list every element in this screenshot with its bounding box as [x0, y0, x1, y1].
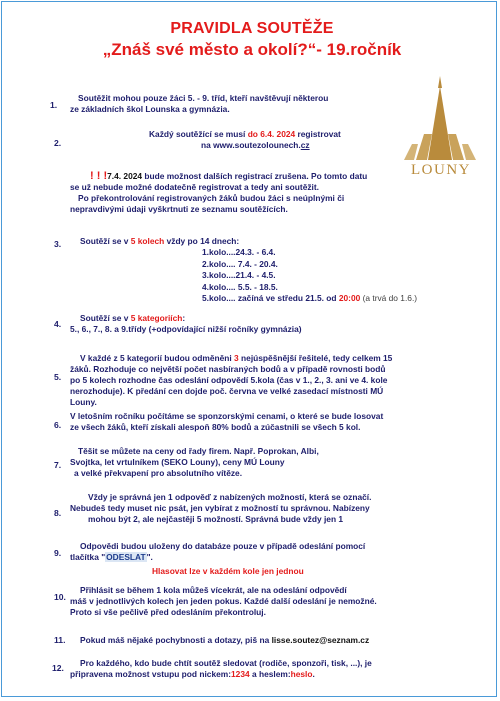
rule-7-text: [70, 446, 319, 479]
rules-page: [1, 1, 497, 697]
rule-2-line-1b: registrovat: [295, 129, 341, 139]
rule-6-line-2: ze všech žáků, kteří získali alespoň 80% bodů a zúčastnili se všech 5 kol.: [70, 422, 361, 432]
rule-2-number: 2.: [54, 138, 62, 148]
rule-7-line-1: Těšit se můžete na ceny od řady firem. Např. Poprokan, Albi,: [78, 446, 319, 456]
rule-10-line-3: Proto si vše pečlivě před odesláním překontroluj.: [70, 607, 266, 617]
logo-text: LOUNY: [411, 162, 471, 178]
rule-10-text: [70, 585, 377, 618]
rule-9-pre: tlačítka ": [70, 552, 106, 562]
exclamation-marks: ! ! !: [90, 170, 108, 182]
registration-note: [70, 171, 367, 215]
round-1: 1.kolo....24.3. - 6.4.: [202, 247, 276, 257]
registration-deadline: do 6.4. 2024: [247, 129, 296, 139]
guest-password: heslo: [290, 669, 313, 679]
rule-4-text: [70, 313, 302, 335]
rule-3-pre: Soutěží se v: [80, 236, 131, 246]
round-3: 3.kolo....21.4. - 4.5.: [202, 270, 276, 280]
rule-12-line-1: Pro každého, kdo bude chtít soutěž sledovat (rodiče, sponzoři, tisk, ...), je: [80, 658, 372, 668]
rule-11-text: [80, 635, 369, 646]
odeslat-button-label: ODESLAT: [106, 552, 146, 562]
rule-8-line-1: Vždy je správná jen 1 odpověď z nabízených možností, která se označí.: [88, 492, 372, 502]
rule-5-line-2: žáků. Rozhoduje co největší počet nasbíraných bodů a v případě rovnosti bodů: [70, 364, 386, 374]
rule-2-text: [149, 129, 341, 151]
rule-5-line-5: Louny.: [70, 397, 97, 407]
rule-2-line-1a: Každý soutěžící se musí: [149, 129, 248, 139]
rule-9-number: 9.: [54, 548, 62, 558]
winners-count: 3: [234, 353, 239, 363]
round-4: 4.kolo.... 5.5. - 18.5.: [202, 281, 278, 292]
rule-3-number: 3.: [54, 239, 62, 249]
rule-8-number: 8.: [54, 508, 62, 518]
guest-nick: 1234: [231, 669, 250, 679]
rule-8-text: [70, 492, 371, 525]
rule-11-pre: Pokud máš nějaké pochybnosti a dotazy, piš na: [80, 635, 272, 645]
rule-12-mid: a heslem:: [249, 669, 291, 679]
rule-1-text: [70, 93, 328, 115]
rule-4-line-2: 5., 6., 7., 8. a 9.třídy (+odpovídající nižší ročníky gymnázia): [70, 324, 302, 334]
rule-12-pre: připravena možnost vstupu pod nickem:: [70, 669, 232, 679]
rule-6-line-1: V letošním ročníku počítáme se sponzorskými cenami, o které se bude losovat: [70, 411, 384, 421]
contact-email[interactable]: lisse.soutez@seznam.cz: [271, 635, 370, 645]
rule-1-number: 1.: [50, 100, 58, 110]
rule-5-line-3: po 5 kolech rozhodne čas odeslání odpovědí 5.kola (čas v 1., 2., 3. ani ve 4. kole: [70, 375, 388, 385]
rule-10-line-2: máš v jednotlivých kolech jen jeden pokus. Každé další odeslání je nemožné.: [70, 596, 377, 606]
rule-12-end: .: [312, 669, 315, 679]
round-5-time: 20:00: [338, 293, 361, 303]
rule-5-pre: V každé z 5 kategorií budou odměněni: [80, 353, 235, 363]
categories-count: 5 kategoriích: [130, 313, 183, 323]
rule-3-post: vždy po 14 dnech:: [164, 236, 240, 246]
page-subtitle: „Znáš své město a okolí?“- 19.ročník: [102, 40, 402, 59]
rounds-count: 5 kolech: [130, 236, 165, 246]
rule-9-text: [70, 541, 365, 563]
rule-5-post: nejúspěšnější řešitelé, tedy celkem 15: [238, 353, 393, 363]
registration-note-line-1: bude možnost dalších registrací zrušena. Po tomto datu: [142, 171, 368, 181]
rule-3-text: [80, 236, 239, 247]
registration-note-line-4: nepravdivými údaji vyškrtnuti ze seznamu soutěžících.: [70, 204, 288, 214]
vote-once-note: Hlasovat lze v každém kole jen jednou: [152, 566, 304, 576]
rule-12-text: [70, 658, 372, 680]
round-5: [202, 293, 417, 305]
rounds-schedule: [202, 247, 417, 305]
page-title: PRAVIDLA SOUTĚŽE: [170, 20, 334, 37]
registration-close-date: 7.4. 2024: [107, 171, 143, 181]
rule-12-number: 12.: [52, 663, 64, 673]
rule-4-number: 4.: [54, 319, 62, 329]
rule-4-post: :: [182, 313, 186, 323]
rule-1-line-1: Soutěžit mohou pouze žáci 5. - 9. tříd, kteří navštěvují některou: [78, 93, 329, 103]
rule-1-line-2: ze základních škol Lounska a gymnázia.: [70, 104, 230, 114]
rule-10-number: 10.: [54, 592, 66, 602]
round-5-post: (a trvá do 1.6.): [360, 293, 418, 303]
round-2: 2.kolo.... 7.4. - 20.4.: [202, 258, 278, 269]
rule-10-line-1: Přihlásit se během 1 kola můžeš vícekrát, ale na odeslání odpovědí: [80, 585, 347, 595]
rule-6-text: [70, 411, 383, 433]
rule-7-line-3: a velké překvapení pro absolutního vítěze.: [74, 468, 243, 478]
rule-11-number: 11.: [54, 635, 66, 645]
rule-9-line-1: Odpovědi budou uloženy do databáze pouze v případě odeslání pomocí: [80, 541, 366, 551]
website-text: na www.soutezolounech.: [201, 140, 301, 150]
rule-5-number: 5.: [54, 372, 62, 382]
round-5-pre: 5.kolo.... začíná ve středu 21.5. od: [202, 293, 339, 303]
rule-5-line-4: nerozhoduje). K předání cen dojde poč. června ve velké zasedací místnosti MÚ: [70, 386, 384, 396]
registration-note-line-3: Po překontrolování registrovaných žáků budou žáci s neúplnými či: [78, 193, 345, 203]
website-domain-link[interactable]: cz: [300, 140, 310, 150]
rule-8-line-3: mohou být 2, ale nejčastěji 5 možností. Správná bude vždy jen 1: [88, 514, 344, 524]
rule-7-number: 7.: [54, 460, 62, 470]
rule-4-pre: Soutěží se v: [80, 313, 131, 323]
rule-5-text: [70, 353, 392, 408]
registration-note-line-2: se už nebude možné dodatečně registrovat a tedy ani soutěžit.: [70, 182, 319, 192]
rule-7-line-2: Svojtka, let vrtulníkem (SEKO Louny), ceny MÚ Louny: [70, 457, 285, 467]
rule-8-line-2: Nebudeš tedy muset nic psát, jen vybírat z možností tu správnou. Nabízeny: [70, 503, 370, 513]
rule-9-post: ".: [146, 552, 153, 562]
rule-6-number: 6.: [54, 420, 62, 430]
